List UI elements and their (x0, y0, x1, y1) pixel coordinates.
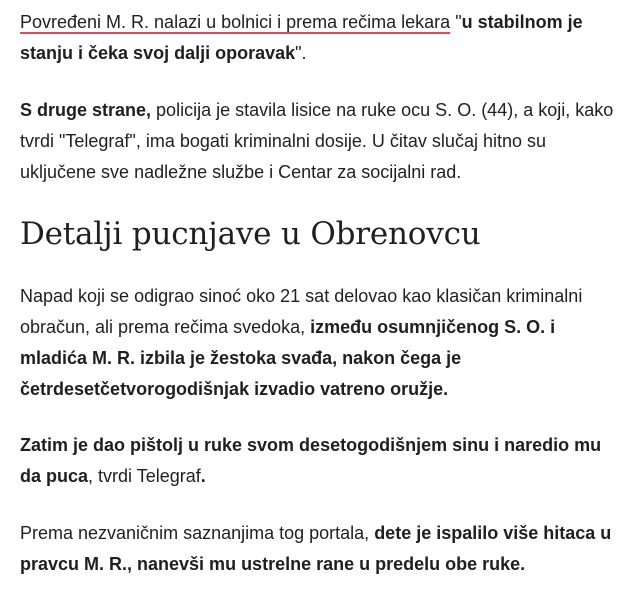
bold-statement: Zatim je dao pištolj u ruke svom desetogodišnjem sinu i naredio mu da puca (20, 435, 602, 486)
quote-close: ". (295, 43, 307, 63)
paragraph-text: Napad koji se odigrao sinoć oko 21 sat delovao kao klasičan kriminalni obračun, ali prema rečima svedoka, (20, 286, 583, 337)
paragraph-shots-fired (20, 518, 618, 580)
spellcheck-underlined-text: Povređeni M. R. nalazi u bolnici i prema rečima lekara (20, 12, 451, 32)
bold-period: . (200, 466, 206, 486)
paragraph-injured-status (20, 7, 618, 69)
paragraph-police-arrest (20, 95, 618, 188)
paragraph-text: Prema nezvaničnim saznanjima tog portala, (20, 523, 375, 543)
paragraph-attack-details (20, 281, 618, 405)
paragraph-text: policija je stavila lisice na ruke ocu S. O. (44), a koji, kako tvrdi "Telegraf", ima bogati kriminalni dosije. U čitav slučaj hitno su uključene sve nadležne službe i Centar za socijalni rad. (20, 100, 614, 182)
quote-open: " (450, 12, 462, 32)
paragraph-text: , tvrdi Telegraf (88, 466, 201, 486)
bold-witness-statement: između osumnjičenog S. O. i mladića M. R. izbila je žestoka svađa, nakon čega je četrdesetčetvorogodišnjak izvadio vatreno oružje. (20, 317, 556, 399)
bold-quote-text: u stabilnom je stanju i čeka svoj dalji oporavak (20, 12, 583, 63)
section-heading: Detalji pucnjave u Obrenovcu (20, 216, 481, 252)
bold-lead-phrase: S druge strane, (20, 100, 152, 120)
paragraph-gun-to-son (20, 430, 618, 492)
bold-statement: dete je ispalilo više hitaca u pravcu M. R., nanevši mu ustrelne rane u predelu obe ruke. (20, 523, 612, 574)
